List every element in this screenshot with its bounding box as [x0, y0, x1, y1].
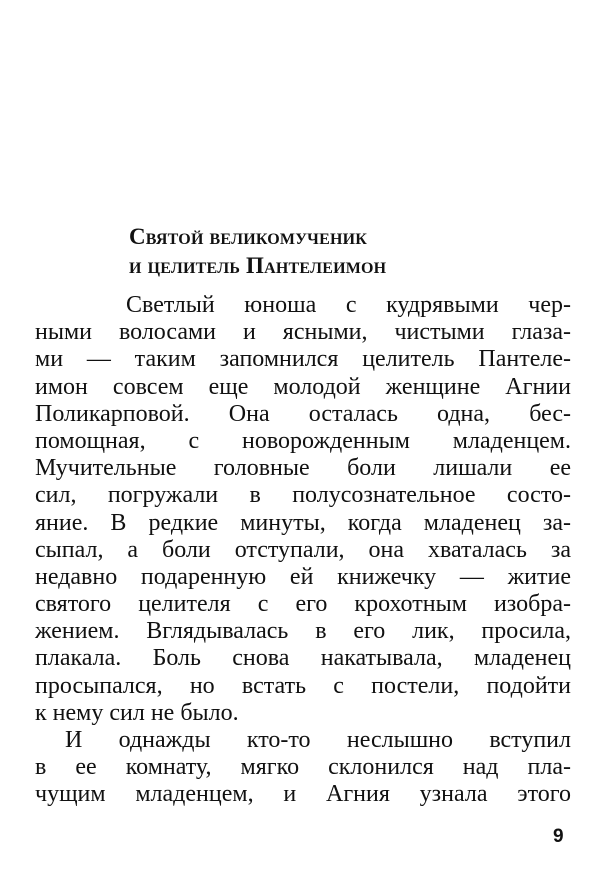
text-line: помощная, с новорожденным младенцем. — [35, 427, 571, 454]
text-line: чущим младенцем, и Агния узнала этого — [35, 781, 571, 808]
chapter-heading — [129, 222, 386, 280]
text-line: к нему сил не было. — [35, 699, 239, 726]
text-line: недавно подаренную ей книжечку — житие — [35, 563, 571, 590]
text-line: Поликарповой. Она осталась одна, бес- — [35, 400, 571, 427]
text-line: святого целителя с его крохотным изобра- — [35, 591, 571, 618]
text-line: сыпал, а боли отступали, она хваталась за — [35, 536, 571, 563]
text-line: Мучительные головные боли лишали ее — [35, 455, 571, 482]
heading-line-1: Святой великомученик — [129, 224, 368, 249]
text-line: имон совсем еще молодой женщине Агнии — [35, 373, 571, 400]
body-text — [35, 292, 571, 809]
text-line: сил, погружали в полусознательное состо- — [35, 482, 571, 509]
text-line: жением. Вглядывалась в его лик, просила, — [35, 618, 571, 645]
heading-line-2: и целитель Пантелеимон — [129, 253, 387, 278]
text-line: ми — таким запомнился целитель Пантеле- — [35, 346, 571, 373]
text-line: ными волосами и ясными, чистыми глаза- — [35, 319, 571, 346]
page-number: 9 — [553, 826, 564, 847]
text-line: яние. В редкие минуты, когда младенец за- — [35, 509, 571, 536]
text-line: просыпался, но встать с постели, подойти — [35, 672, 571, 699]
text-line: Светлый юноша с кудрявыми чер- — [126, 292, 571, 318]
text-line: в ее комнату, мягко склонился над пла- — [35, 754, 571, 781]
text-line: плакала. Боль снова накатывала, младенец — [35, 645, 571, 672]
text-line: И однажды кто-то неслышно вступил — [65, 727, 571, 753]
